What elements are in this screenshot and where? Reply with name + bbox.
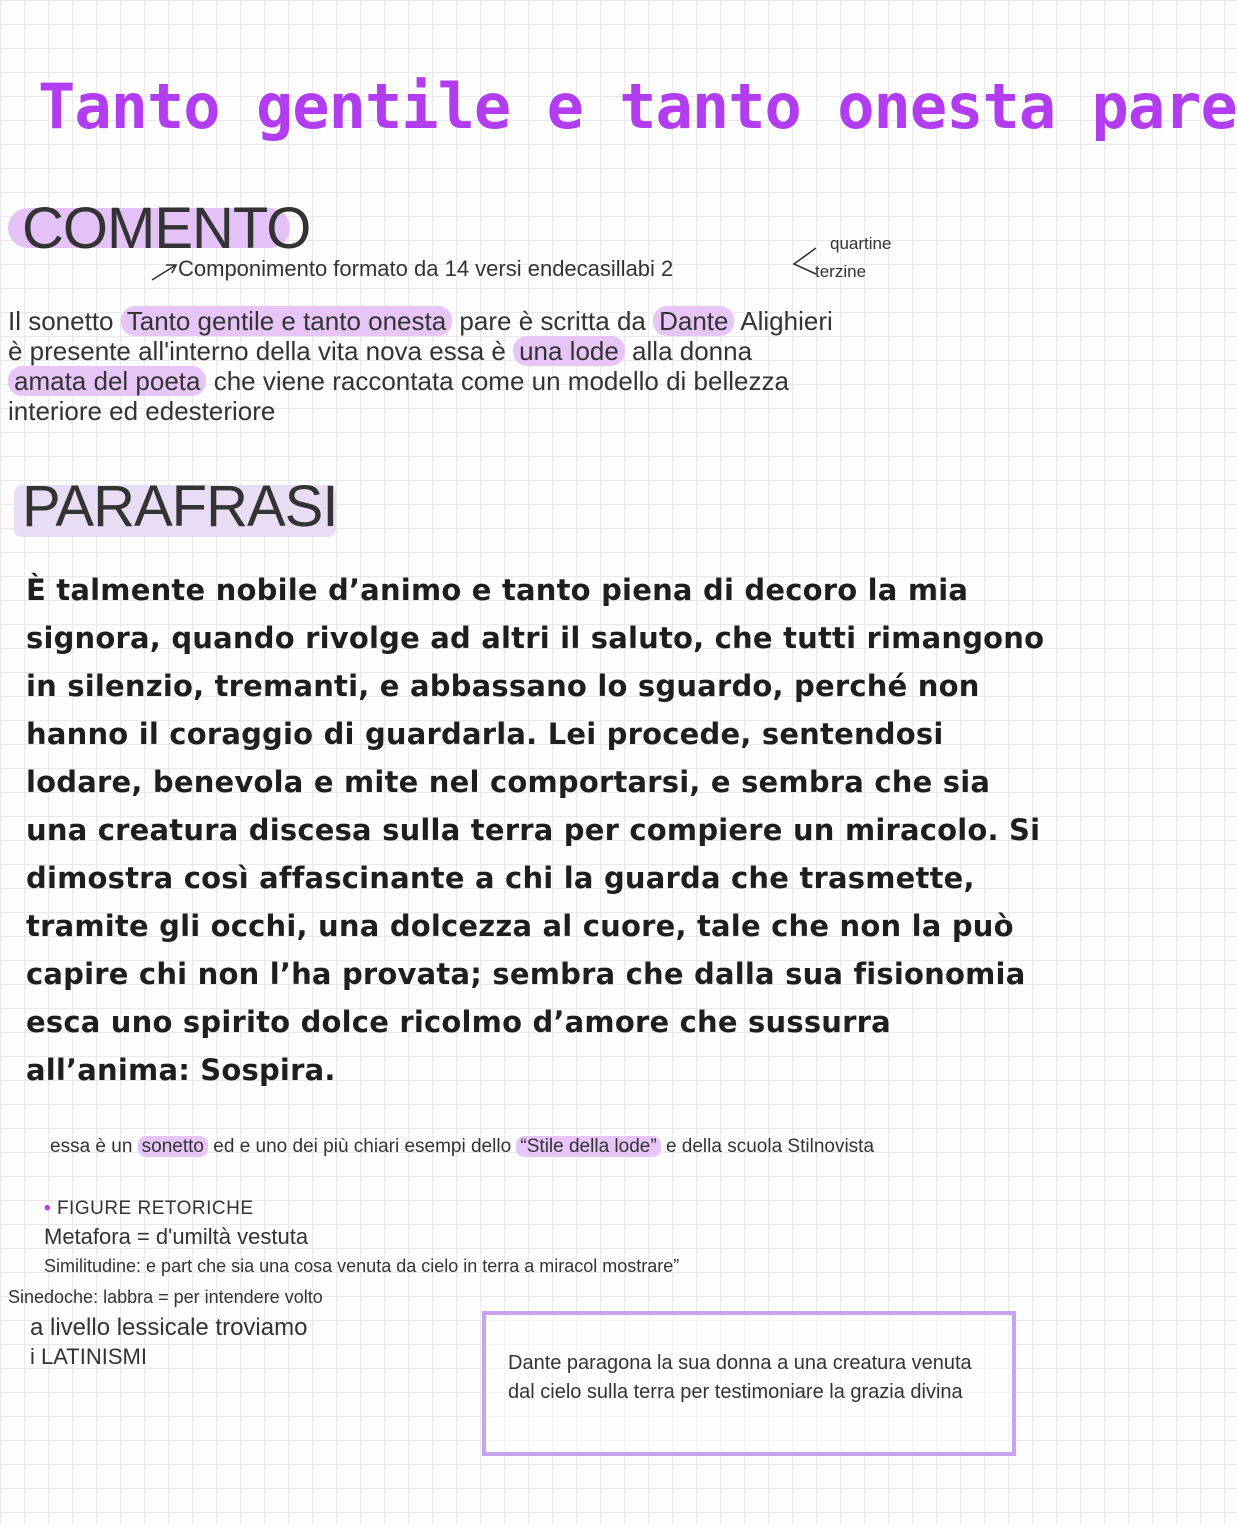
latinismi-line: i LATINISMI	[30, 1344, 147, 1369]
lessicale-line: a livello lessicale troviamo	[30, 1314, 308, 1341]
highlight-dante: Dante	[653, 306, 734, 336]
metafora-line: Metafora = d'umiltà vestuta	[44, 1224, 309, 1249]
comento-line-1: Il sonetto Tanto gentile e tanto onesta pare è scritta da Dante Alighieri	[8, 306, 833, 336]
highlight-amata: amata del poeta	[8, 366, 206, 396]
summary-box-text: Dante paragona la sua donna a una creatura venuta dal cielo sulla terra per testimoniare la grazia divina	[508, 1352, 972, 1403]
sineddoche-line: Sinedoche: labbra = per intendere volto	[8, 1287, 323, 1307]
comento-text	[8, 306, 1058, 426]
parafrasi-text: È talmente nobile d’animo e tanto piena di decoro la mia signora, quando rivolge ad altri il saluto, che tutti rimangono in silenzio, tremanti, e abbassano lo sguardo, perché non hanno il coraggio di guardarla. Lei procede, sentendosi lodare, benevola e mite nel comportarsi, e sembra che sia una creatura discesa sulla terra per compiere un miracolo. Si dimostra così affascinante a chi la guarda che trasmette, tramite gli occhi, una dolcezza al cuore, tale che non la può capire chi non l’ha provata; sembra che dalla sua fisionomia esca uno spirito dolce ricolmo d’amore che sussurra all’anima: Sospira.	[26, 573, 1045, 1087]
comento-line-2: è presente all'interno della vita nova essa è una lode alla donna	[8, 336, 753, 366]
highlight-stile: “Stile della lode”	[516, 1136, 660, 1157]
page-title: Tanto gentile e tanto onesta pare	[38, 70, 1237, 143]
bullet-icon: •	[44, 1198, 52, 1219]
comento-heading: COMENTO	[22, 196, 311, 261]
comento-line-4: interiore ed edesteriore	[8, 396, 276, 426]
summary-box	[482, 1311, 1016, 1456]
structure-note: Componimento formato da 14 versi endecasillabi 2	[178, 256, 674, 281]
parafrasi-heading: PARAFRASI	[22, 474, 338, 539]
similitudine-line: Similitudine: e part che sia una cosa venuta da cielo in terra a miracol mostrare”	[44, 1256, 680, 1276]
structure-quartine: quartine	[830, 234, 892, 253]
highlight-title: Tanto gentile e tanto onesta	[121, 306, 452, 336]
style-note: essa è un sonetto ed e uno dei più chiari esempi dello “Stile della lode” e della scuola Stilnovista	[50, 1136, 875, 1157]
highlight-lode: una lode	[513, 336, 625, 366]
highlight-sonetto: sonetto	[138, 1136, 208, 1157]
comento-line-3: amata del poeta che viene raccontata come un modello di bellezza	[8, 366, 1058, 396]
structure-terzine: terzine	[815, 262, 867, 281]
figure-retoriche-title: • FIGURE RETORICHE	[44, 1198, 254, 1219]
arrow-icon	[150, 262, 180, 282]
